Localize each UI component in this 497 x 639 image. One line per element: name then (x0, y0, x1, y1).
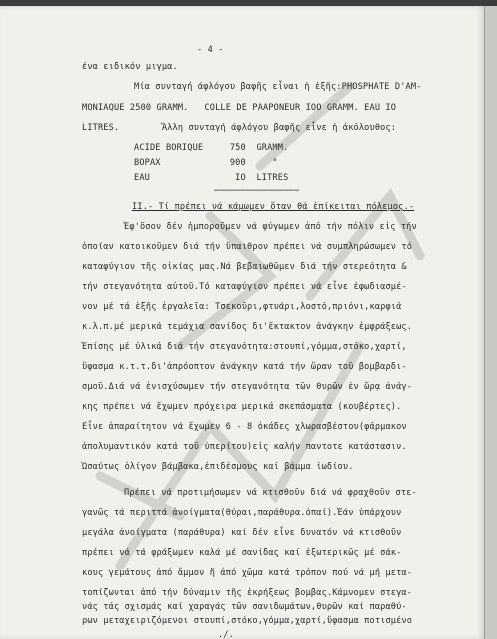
text-line-28: νάς τάς σχισμάς καί χαραγάς τῶν σανιδωμάτων,θυρῶν καί παραθύ- (82, 602, 407, 612)
recipe-row-2: BOPAX 900 " (134, 158, 278, 168)
text-line-21: Ὡσαύτως ὀλίγον βάμβακα,ἐπιδέσμους καί βάμμα ἰωδίου. (82, 462, 354, 472)
recipe-row-3: EAU IO LITRES (134, 173, 289, 183)
text-line-13: νον μέ τά ἑξῆς ἐργαλεῖα: Τσεκοῦρι,φτυάρι,λοστό,πριόνι,καρφιά (82, 302, 402, 312)
text-line-1: ένα ειδικόν μιγμα. (82, 62, 178, 72)
text-line-2: Μία συνταγή άφλόγου βαφῆς εἶναι ἡ ἐξῆς:PHOSPHATE D'AM- (134, 82, 422, 92)
text-line-9: Ἐφ'ὅσον δέν ἠμποροῦμεν νά φύγωμεν ἀπό τήν πόλιν εἰς τήν (124, 222, 417, 232)
text-line-20: ἀπολυμαντικόν κατά τοῦ ὑπερίτου)εἰς καλήν παντοτε κατάστασιν. (82, 442, 407, 452)
text-line-12: τήν στεγανότητα αὐτοῦ.Τό καταφύγιον πρέπει νά εἶνε ἐφωδιασμέ- (82, 282, 407, 292)
section-divider: ──────────────── (214, 186, 300, 196)
text-line-15: Ἐπίσης μέ ὑλικά διά τήν στεγανότητα:στουπί,γόμμα,στόκο,χαρτί, (82, 342, 407, 352)
text-line-19: Εἶνε ἀπαραίτητον νά ἔχωμεν 6 - 8 ὀκάδες χλωρασβέστου(φάρμακον (82, 422, 407, 432)
text-line-27: τοπίζωνται ἀπό τήν δύναμιν τῆς ἐκρήξεως βομβας.Κάμνομεν στεγα- (82, 588, 413, 598)
text-line-24: μεγάλα ἀνοίγματα (παράθυρα) καί δέν εἶνε δυνατόν νά κτισθοῦν (82, 528, 402, 538)
section-heading: II.- Τί πρέπει νά κάμωμεν ὅταν θά ἐπίκειται πόλεμος.- (132, 202, 415, 212)
document-page (0, 6, 484, 639)
text-line-17: σμοῦ.Διά νά ἐνισχύσωμεν τήν στεγανότητα τῶν θυρῶν ἐν ὥρᾳ ἀνάγ- (82, 382, 413, 392)
text-line-22: Πρέπει νά προτιμήσωμεν νά κτισθοῦν διά νά φραχθοῦν στε- (124, 488, 417, 498)
text-line-16: ὕφασμα κ.τ.τ.δι'ἀπρόοπτον ἀνάγκην κατά τήν ὥραν τοῦ βομβαρδι- (82, 362, 407, 372)
text-line-11: καταφύγιον τῆς οἰκίας μας.Νά βεβαιωθῶμεν διά τήν στερεότητα & (82, 262, 407, 272)
page-number: - 4 - (197, 45, 224, 55)
text-line-26: κους γεμάτους ἀπό ἄμμον ἤ ἀπό χῶμα κατά τρόπον πού νά μή μετα- (82, 568, 413, 578)
recipe-row-1: ACIDE BORIQUE 750 GRAMM. (134, 143, 289, 153)
underlying-page-edge (484, 6, 497, 639)
text-line-10: ὁποίαν κατοικοῦμεν διά τήν ὕπαιθρον πρέπει νά συμπληρώσωμεν τό (82, 242, 413, 252)
text-line-14: κ.λ.π.μέ μερικά τεμάχια σανίδος δι'ἔκτακτον ἀνάγκην ἐμφράξεως. (82, 322, 413, 332)
end-mark: ./. (218, 630, 234, 639)
text-line-23: γανῶς τά περιττά ἀνοίγματα(θύραι,παράθυρα.ὀπαί).Ἐάν ὑπάρχουν (82, 508, 402, 518)
text-line-29: ρων μεταχειριζόμενοι στουπί,στόκο,γόμμα,χαρτί,ὕφασμα ποτισμένο (82, 616, 413, 626)
text-line-18: κης πρέπει νά ἔχωμεν πρόχειρα μερικά σκεπάσματα (κουβέρτες). (82, 402, 402, 412)
text-line-4: LITRES. Ἄλλη συνταγή άφλόγου βαφῆς εἶνε ἡ ἀκόλουθος: (82, 123, 397, 133)
text-line-25: πρέπει νά τά φράξωμεν καλά μέ σανίδας καί ἐξωτερικῶς μέ σάκ- (82, 548, 402, 558)
text-line-3: MONIAQUE 2500 GRAMM. COLLE DE PAAPONEUR IOO GRAMM. EAU IO (82, 103, 397, 113)
